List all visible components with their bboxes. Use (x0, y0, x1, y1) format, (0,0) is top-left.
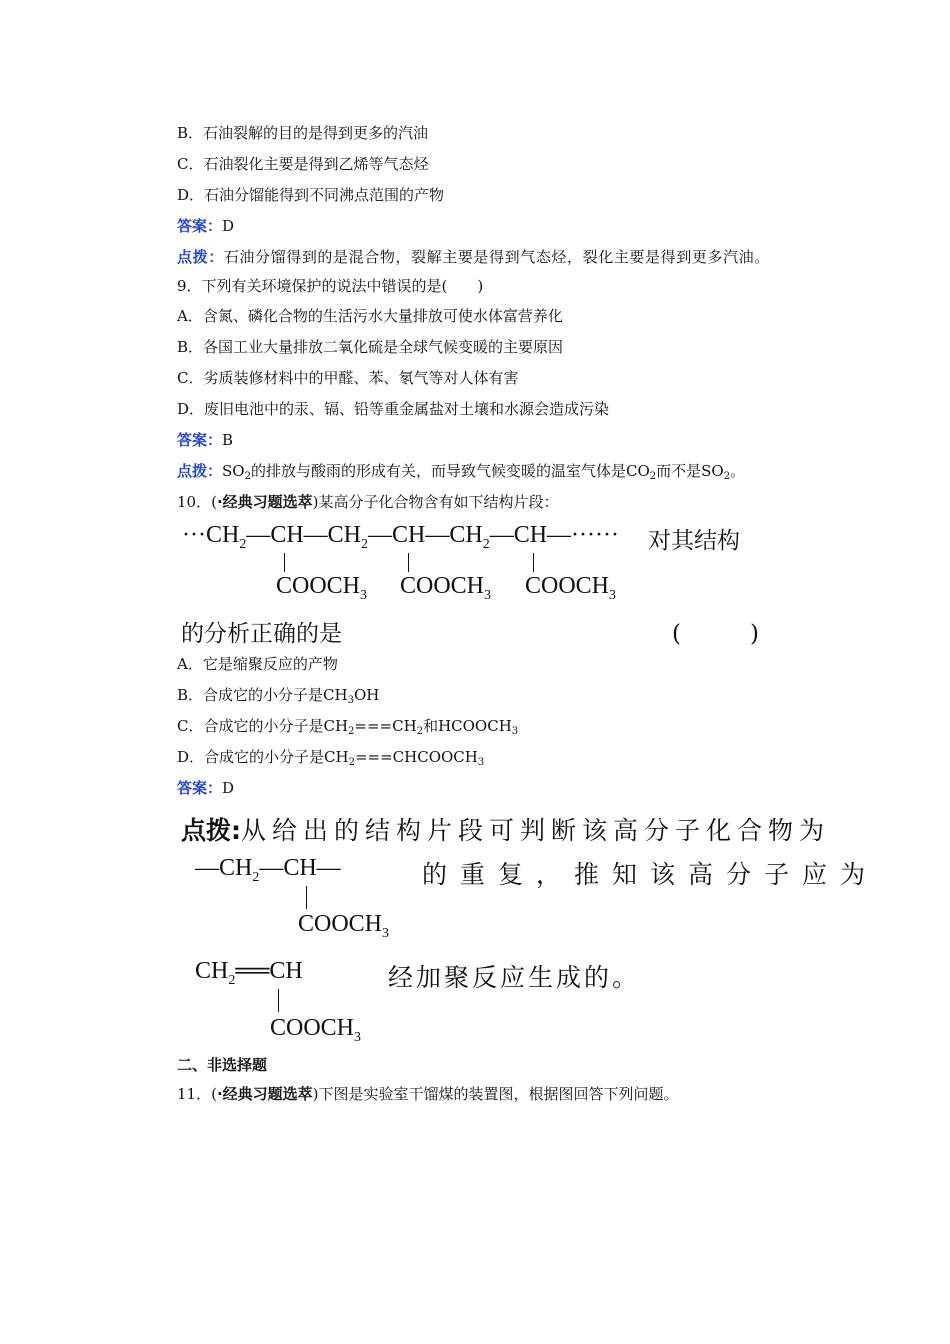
section-heading: 二、非选择题 (177, 1056, 268, 1074)
monomer: $CH_2══CH$ (195, 958, 303, 988)
tip-line3: 经加聚反应生成的。 (388, 963, 641, 992)
q9-option-a: A．含氮、磷化合物的生活污水大量排放可使水体富营养化 (177, 307, 563, 325)
q10-option-d: D．合成它的小分子是$CH_2===CHCOOCH_3$ (177, 748, 485, 768)
bond-line (408, 553, 409, 572)
repeat-unit: $—CH_2—CH—$ (195, 855, 341, 885)
q9-option-c: C．劣质装修材料中的甲醛、苯、氡气等对人体有害 (177, 369, 519, 387)
bond-line (278, 989, 279, 1012)
answer-value: D (222, 779, 235, 797)
q10-option-c: C．合成它的小分子是$CH_2===CH_2$和$HCOOCH_3$ (177, 717, 519, 737)
q9-tip: 点拨：$SO_2$的排放与酸雨的形成有关，而导致气候变暖的温室气体是$CO_2$而不是$SO_2$。 (177, 462, 746, 482)
q8-option-c: C．石油裂化主要是得到乙烯等气态烃 (177, 155, 429, 173)
source-tag: ·经典习题选萃 (216, 493, 313, 511)
answer-value: B (222, 431, 234, 449)
bond-line (533, 553, 534, 572)
q8-tip (177, 247, 770, 267)
tip-label: 点拨： (177, 248, 224, 266)
q9-stem: 9．下列有关环境保护的说法中错误的是( ) (177, 277, 484, 295)
bond-line (284, 553, 285, 572)
q8-answer (177, 216, 234, 236)
q10-option-a: A．它是缩聚反应的产物 (177, 655, 338, 673)
side-group: $COOCH_3$ (525, 573, 617, 603)
answer-label: 答案： (177, 779, 223, 797)
bond-line (306, 886, 307, 909)
q11-stem: 11．(·经典习题选萃)下图是实验室干馏煤的装置图，根据图回答下列问题。 (177, 1085, 679, 1103)
q10-stem-line2: 的分析正确的是 (181, 621, 342, 647)
polymer-chain: $\cdot\cdot\cdot CH_2—CH—CH_2—CH—CH_2—CH—\cdot\cdot\cdot\cdot\cdot\cdot$ (182, 522, 619, 552)
side-group: $COOCH_3$ (270, 1015, 362, 1045)
tip-text: 石油分馏得到的是混合物，裂解主要是得到气态烃，裂化主要是得到更多汽油。 (223, 248, 770, 266)
q10-answer (177, 778, 234, 798)
tip-line1: 点拨:从给出的结构片段可判断该高分子化合物为 (181, 816, 831, 845)
q8-option-b: B．石油裂解的目的是得到更多的汽油 (177, 124, 429, 142)
answer-label: 答案： (177, 217, 223, 235)
answer-paren: ( ) (672, 621, 759, 647)
q9-option-d: D．废旧电池中的汞、镉、铅等重金属盐对土壤和水源会造成污染 (177, 400, 610, 418)
q10-stem: 10．(·经典习题选萃)某高分子化合物含有如下结构片段： (177, 493, 559, 511)
source-tag: ·经典习题选萃 (216, 1085, 313, 1103)
answer-label: 答案： (177, 431, 223, 449)
q8-option-d: D．石油分馏能得到不同沸点范围的产物 (177, 186, 445, 204)
stem-continued: 对其结构 (648, 528, 740, 554)
side-group: $COOCH_3$ (400, 573, 492, 603)
tip-line2: 的重复，推知该高分子应为 (422, 860, 879, 889)
tip-label: 点拨 (181, 816, 232, 845)
tip-label: 点拨： (177, 462, 223, 480)
side-group: $COOCH_3$ (276, 573, 368, 603)
q9-option-b: B．各国工业大量排放二氧化硫是全球气候变暖的主要原因 (177, 338, 564, 356)
q10-option-b: B．合成它的小分子是$CH_3OH$ (177, 686, 380, 706)
side-group: $COOCH_3$ (298, 911, 390, 941)
answer-value: D (222, 217, 235, 235)
q9-answer (177, 430, 233, 450)
